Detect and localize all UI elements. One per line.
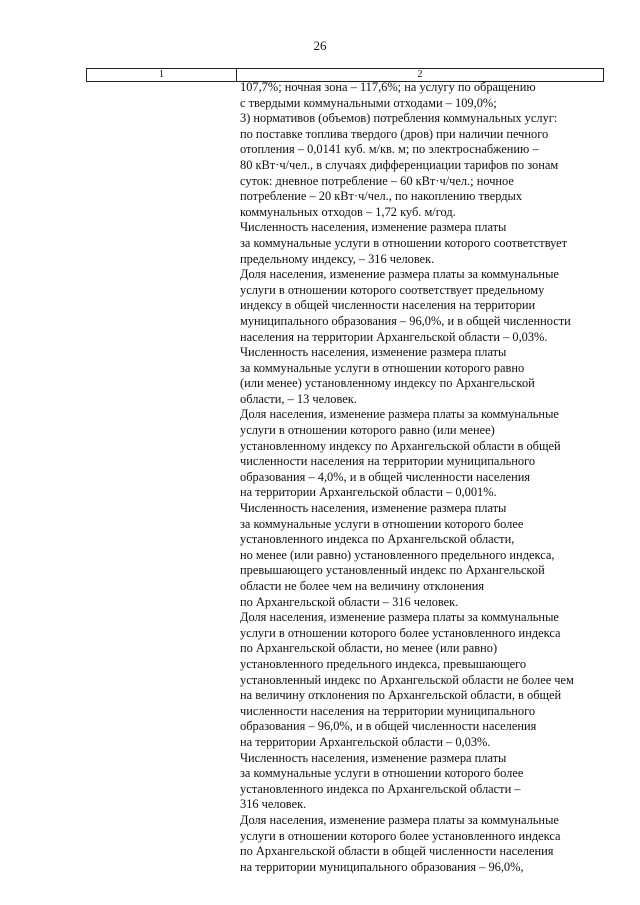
text-line: установленного индекса по Архангельской области, — [240, 532, 515, 547]
text-line: на территории Архангельской области – 0,03%. — [240, 734, 491, 749]
text-line: Доля населения, изменение размера платы за коммунальные — [240, 267, 559, 282]
text-line: за коммунальные услуги в отношении которого равно — [240, 360, 525, 375]
text-line: услуги в отношении которого соответствует предельному — [240, 282, 545, 297]
text-line: с твердыми коммунальными отходами – 109,0%; — [240, 95, 497, 110]
text-line: Численность населения, изменение размера платы — [240, 750, 507, 765]
text-line: (или менее) установленному индексу по Архангельской — [240, 376, 535, 391]
text-line: области не более чем на величину отклонения — [240, 579, 485, 593]
text-line: Численность населения, изменение размера платы — [240, 345, 507, 360]
page-number: 26 — [313, 38, 327, 53]
text-line: Доля населения, изменение размера платы за коммунальные — [240, 407, 559, 422]
text-line: на территории Архангельской области – 0,001%. — [240, 485, 497, 500]
text-line: на величину отклонения по Архангельской области, в общей — [240, 688, 562, 703]
text-line: 80 кВт·ч/чел., в случаях дифференциации тарифов по зонам — [240, 157, 559, 172]
text-line: но менее (или равно) установленного предельного индекса, — [240, 547, 555, 562]
text-line: предельному индексу, – 316 человек. — [240, 251, 435, 266]
text-line: отопления – 0,0141 куб. м/кв. м; по электроснабжению – — [240, 142, 539, 157]
text-line: на территории муниципального образования – 96,0%, — [240, 859, 524, 874]
text-line: численности населения на территории муниципального — [240, 454, 536, 469]
text-line: муниципального образования – 96,0%, и в общей численности — [240, 313, 571, 328]
text-line: индексу в общей численности населения на территории — [240, 298, 536, 313]
text-line: суток: дневное потребление – 60 кВт·ч/чел.; ночное — [240, 173, 514, 188]
text-line: Доля населения, изменение размера платы за коммунальные — [240, 610, 559, 625]
text-line: услуги в отношении которого более установленного индекса — [240, 828, 561, 843]
text-line: 316 человек. — [240, 797, 307, 812]
text-line: коммунальных отходов – 1,72 куб. м/год. — [240, 204, 456, 219]
text-line: по Архангельской области – 316 человек. — [240, 594, 459, 609]
text-line: установленного индекса по Архангельской области – — [240, 781, 521, 796]
text-line: 107,7%; ночная зона – 117,6%; на услугу по обращению — [240, 80, 536, 94]
text-line: услуги в отношении которого равно (или менее) — [240, 423, 495, 438]
text-line: за коммунальные услуги в отношении которого соответствует — [240, 235, 568, 250]
text-line: установленному индексу по Архангельской области в общей — [240, 438, 561, 453]
text-line: по Архангельской области в общей численности населения — [240, 844, 554, 859]
text-line: услуги в отношении которого более установленного индекса — [240, 625, 561, 640]
text-line: Численность населения, изменение размера платы — [240, 501, 507, 516]
text-line: установленный индекс по Архангельской области не более чем — [240, 672, 574, 687]
text-line: по Архангельской области, но менее (или равно) — [240, 641, 498, 656]
text-line: населения на территории Архангельской области – 0,03%. — [240, 329, 548, 344]
text-line: 3) нормативов (объемов) потребления коммунальных услуг: — [240, 111, 558, 126]
text-line: образования – 96,0%, и в общей численности населения — [240, 719, 537, 734]
text-line: Доля населения, изменение размера платы за коммунальные — [240, 812, 559, 827]
document-body — [240, 80, 600, 875]
column-2-header: 2 — [417, 69, 423, 80]
text-line: установленного предельного индекса, превышающего — [240, 656, 527, 671]
text-line: области, – 13 человек. — [240, 391, 357, 406]
text-line: потребление – 20 кВт·ч/чел., по накоплению твердых — [240, 189, 523, 204]
text-line: по поставке топлива твердого (дров) при наличии печного — [240, 126, 549, 141]
column-1-header: 1 — [87, 69, 237, 81]
text-line: численности населения на территории муниципального — [240, 703, 536, 718]
text-line: превышающего установленный индекс по Архангельской — [240, 563, 545, 578]
text-line: образования – 4,0%, и в общей численности населения — [240, 469, 531, 484]
text-line: Численность населения, изменение размера платы — [240, 220, 507, 235]
text-line: за коммунальные услуги в отношении которого более — [240, 516, 524, 531]
text-line: за коммунальные услуги в отношении которого более — [240, 766, 524, 781]
